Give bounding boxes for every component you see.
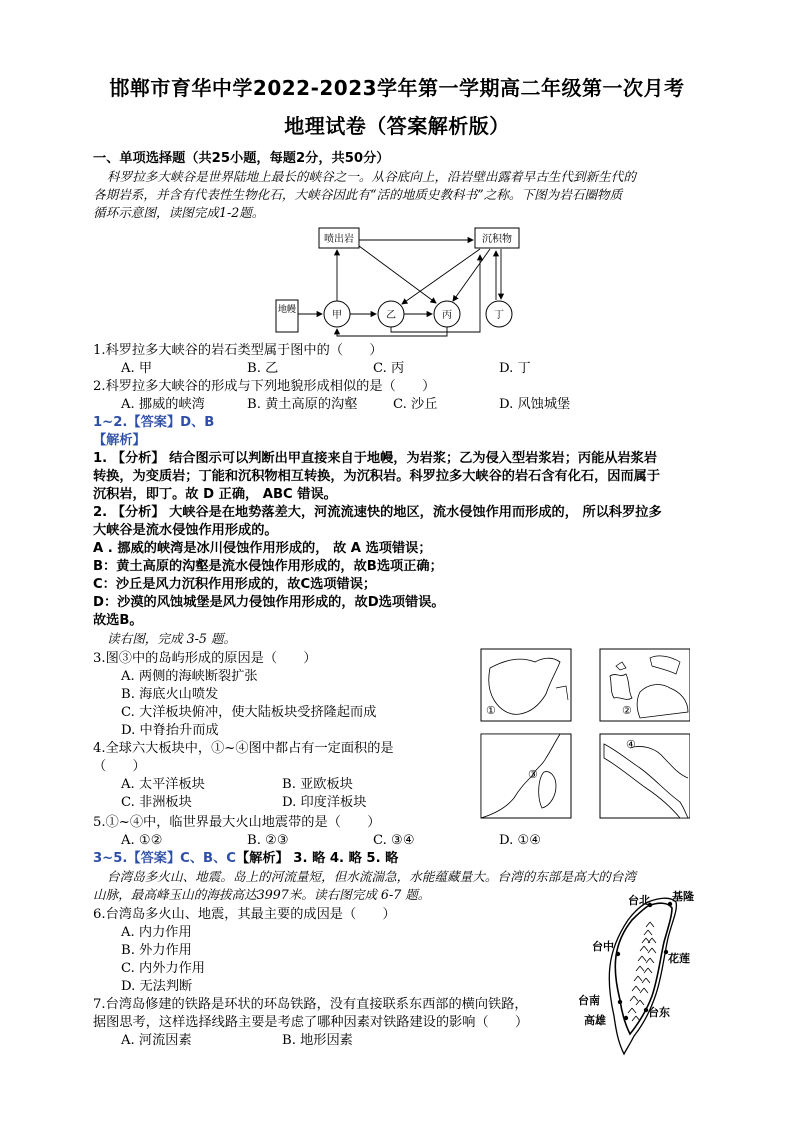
question-2: 2.科罗拉多大峡谷的形成与下列地貌形成相似的是（ ）	[93, 379, 436, 394]
question-4-bracket: （ ）	[93, 759, 146, 774]
option: B. 乙	[247, 361, 279, 376]
sediment-label: 沉积物	[482, 234, 512, 245]
exam-subtitle: 地理试卷（答案解析版）	[284, 114, 510, 138]
extrusive-label: 喷出岩	[324, 234, 354, 245]
option: A. 河流因素	[121, 1033, 192, 1048]
option: C. 内外力作用	[121, 961, 205, 976]
option: B. 亚欧板块	[282, 777, 353, 792]
option: C. 非洲板块	[121, 795, 192, 810]
question-7-cont: 据图思考，这样选择线路主要是考虑了哪种因素对铁路建设的影响（ ）	[93, 1015, 529, 1030]
option: A. 两侧的海峡断裂扩张	[121, 669, 258, 684]
option: A. 内力作用	[121, 925, 192, 940]
analysis-line: 大峡谷是流水侵蚀作用形成的。	[93, 523, 278, 538]
option: C. ③④	[373, 833, 415, 848]
option: D. 中脊抬升而成	[121, 723, 219, 738]
label-hualien: 花莲	[668, 952, 690, 965]
option: B. 海底火山喷发	[121, 687, 219, 702]
taiwan-map	[572, 886, 732, 1056]
answer-3-5-key: 3~5.【答案】C、B、C	[93, 851, 236, 866]
intro-line: 科罗拉多大峡谷是世界陆地上最长的峡谷之一。从谷底向上，沿岩壁出露着早古生代到新生代的	[107, 169, 636, 184]
map-3-label: ③	[528, 768, 538, 781]
exam-title: 邯郸市育华中学2022-2023学年第一学期高二年级第一次月考	[109, 76, 685, 100]
option: B. 黄土高原的沟壑	[247, 397, 358, 412]
question-1: 1.科罗拉多大峡谷的岩石类型属于图中的（ ）	[93, 343, 383, 358]
option: B. ②③	[247, 833, 289, 848]
option: A. 挪威的峡湾	[121, 397, 205, 412]
option: C. 沙丘	[393, 397, 438, 412]
analysis-line: B：黄土高原的沟壑是流水侵蚀作用形成的，故B选项正确；	[93, 559, 443, 574]
analysis-line: A . 挪威的峡湾是冰川侵蚀作用形成的， 故 A 选项错误；	[93, 541, 432, 556]
option: A. ①②	[121, 833, 163, 848]
mantle-label: 地幔	[277, 305, 297, 315]
analysis-line: 2. 【分析】 大峡谷是在地势落差大，河流流速快的地区，流水侵蚀作用而形成的， 所以科罗拉多	[93, 505, 662, 520]
label-taitung: 台东	[648, 1006, 670, 1019]
option: D. 丁	[499, 361, 531, 376]
answer-3-5-rest: 【解析】 3. 略 4. 略 5. 略	[235, 851, 399, 866]
intro-line: 各期岩系，并含有代表性生物化石，大峡谷因此有“活的地质史教科书”之称。下图为岩石圈物质	[93, 187, 623, 202]
analysis-label: 【解析】	[93, 433, 146, 448]
map-4-label: ④	[626, 738, 636, 751]
label-taipei: 台北	[628, 894, 650, 907]
question-3: 3.图③中的岛屿形成的原因是（ ）	[93, 651, 317, 666]
map-2-label: ②	[622, 704, 632, 717]
section-heading: 一、单项选择题（共25小题，每题2分，共50分）	[93, 151, 390, 166]
label-tainan: 台南	[578, 994, 600, 1007]
option: A. 太平洋板块	[121, 777, 205, 792]
option: D. ①④	[499, 833, 542, 848]
node-ding-label: 丁	[494, 310, 504, 321]
question-4: 4.全球六大板块中，①~④图中都占有一定面积的是	[93, 741, 394, 756]
node-yi-label: 乙	[386, 310, 396, 321]
analysis-line: 沉积岩，即丁。故 D 正确， ABC 错误。	[93, 487, 337, 502]
analysis-line: C：沙丘是风力沉积作用形成的，故C选项错误；	[93, 577, 377, 592]
intro-6-7: 山脉，最高峰玉山的海拔高达3997米。读右图完成 6-7 题。	[93, 887, 431, 902]
taiwan-outline	[609, 898, 676, 1054]
question-6: 6.台湾岛多火山、地震，其最主要的成因是（ ）	[93, 907, 396, 922]
intro-6-7: 台湾岛多火山、地震。岛上的河流量短，但水流湍急，水能蕴藏量大。台湾的东部是高大的台湾	[107, 869, 636, 884]
option: D. 风蚀城堡	[499, 397, 571, 412]
plate-maps	[480, 648, 690, 820]
node-jia-label: 甲	[332, 310, 342, 321]
analysis-line: 故选B。	[93, 613, 143, 628]
intro-3-5: 读右图，完成 3-5 题。	[107, 631, 237, 646]
option: D. 印度洋板块	[282, 795, 367, 810]
option: A. 甲	[121, 361, 153, 376]
question-5: 5.①~④中，临世界最大火山地震带的是（ ）	[93, 815, 381, 830]
label-taichung: 台中	[592, 940, 614, 953]
map-1-label: ①	[486, 704, 496, 717]
analysis-line: D：沙漠的风蚀城堡是风力侵蚀作用形成的，故D选项错误。	[93, 595, 445, 610]
option: B. 地形因素	[282, 1033, 353, 1048]
intro-line: 循环示意图，读图完成1-2题。	[93, 205, 265, 220]
option: C. 丙	[373, 361, 405, 376]
option: B. 外力作用	[121, 943, 192, 958]
label-keelung: 基隆	[672, 890, 694, 903]
node-bing-label: 丙	[442, 310, 452, 321]
rock-cycle-diagram	[270, 222, 540, 342]
answer-1-2: 1~2.【答案】D、B	[93, 415, 215, 430]
analysis-line: 转换，为变质岩；丁能和沉积物相互转换，为沉积岩。科罗拉多大峡谷的岩石含有化石，因而属于	[93, 469, 661, 484]
answer-3-5	[93, 850, 398, 868]
option: D. 无法判断	[121, 979, 193, 994]
question-7: 7.台湾岛修建的铁路是环状的环岛铁路，没有直接联系东西部的横向铁路，	[93, 997, 528, 1012]
analysis-line: 1. 【分析】 结合图示可以判断出甲直接来自于地幔，为岩浆；乙为侵入型岩浆岩；丙能从岩浆岩	[93, 451, 658, 466]
option: C. 大洋板块俯冲，使大陆板块受挤隆起而成	[121, 705, 377, 720]
label-kaohsiung: 高雄	[584, 1014, 606, 1027]
